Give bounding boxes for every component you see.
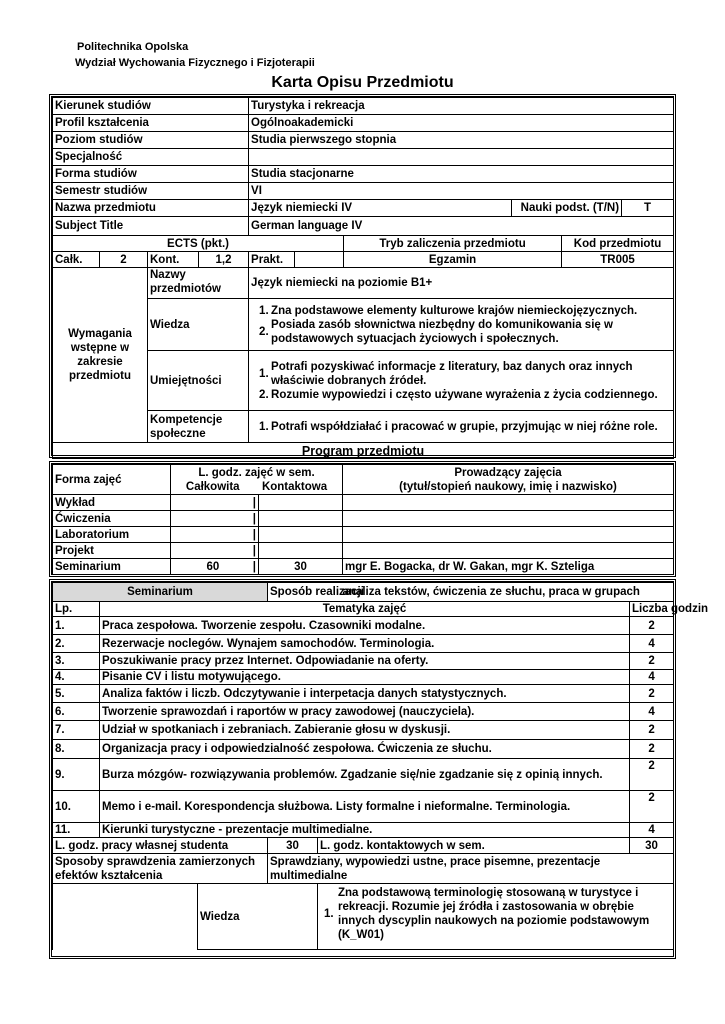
specjalnosc-value: [249, 149, 674, 166]
tryb-header: Tryb zaliczenia przedmiotu: [344, 236, 562, 252]
topic-row: 9. Burza mózgów- rozwiązywania problemów. Zgadzanie się/nie zgadzanie się z opinią innych. 2: [53, 759, 674, 791]
topic-row: 11. Kierunki turystyczne - prezentacje multimedialne. 4: [53, 823, 674, 838]
topic-row: 5. Analiza faktów i liczb. Odczytywanie i interpetacja danych statystycznych. 2: [53, 685, 674, 703]
umiejetnosci-item: 1. Potrafi pozyskiwać informacje z literatury, baz danych oraz innych właściwie dobranych źródeł.: [259, 360, 633, 387]
program-section: [49, 461, 676, 577]
kontaktowa-header: Kontaktowa: [261, 480, 328, 493]
seminar-section: [49, 579, 709, 959]
tematyka-header: Tematyka zajęć: [100, 602, 630, 617]
document-title: Karta Opisu Przedmiotu: [271, 74, 454, 91]
calkowita-header: Całkowita: [185, 480, 240, 493]
topic-row: 4. Pisanie CV i listu motywującego. 4: [53, 670, 674, 685]
nazwy-label: Nazwy przedmiotów: [148, 268, 249, 299]
subject-value: German language IV: [249, 217, 674, 236]
topic-row: 2. Rezerwacje noclegów. Wynajem samochodów. Terminologia. 4: [53, 635, 674, 653]
efekty-wiedza-label: Wiedza: [198, 884, 318, 950]
wlasnej-value: 30: [268, 838, 318, 854]
table-row: Seminarium 60 | 30 mgr E. Bogacka, dr W. Gakan, mgr K. Szteliga: [53, 559, 674, 575]
godz-header: L. godz. zajęć w sem. Całkowita Kontaktowa: [171, 465, 343, 495]
program-table: [52, 464, 674, 575]
profil-value: Ogólnoakademicki: [249, 115, 674, 132]
kompetencje-label: Kompetencje społeczne: [148, 411, 249, 443]
umiejetnosci-label: Umiejętności: [148, 351, 249, 411]
nazwy-value: Język niemiecki na poziomie B1+: [249, 268, 674, 299]
sposob-label: Sposób realizacji: [268, 583, 341, 602]
sposoby-value: Sprawdziany, wypowiedzi ustne, prace pisemne, prezentacje multimedialne: [268, 854, 674, 884]
faculty-name: Wydział Wychowania Fizycznego i Fizjoterapii: [75, 57, 315, 69]
topic-row: 10. Memo i e-mail. Korespondencja służbowa. Listy formalne i nieformalne. Terminologia. 2: [53, 791, 674, 823]
kod-header: Kod przedmiotu: [562, 236, 674, 252]
table-row: Ćwiczenia |: [53, 511, 674, 527]
table-row: Projekt |: [53, 543, 674, 559]
seminar-label: Seminarium: [53, 583, 268, 602]
prakt-label: Prakt.: [249, 252, 295, 268]
subject-label: Subject Title: [53, 217, 249, 236]
wlasnej-label: L. godz. pracy własnej studenta: [53, 838, 268, 854]
kompetencje-list: [249, 411, 674, 443]
sposob-value: analiza tekstów, ćwiczenia ze słuchu, praca w grupach: [341, 583, 674, 602]
nazwa-value: Język niemiecki IV: [249, 200, 512, 217]
table-row: Laboratorium |: [53, 527, 674, 543]
wymagania-label: Wymagania wstępne w zakresie przedmiotu: [53, 268, 148, 443]
kompetencje-item: 1. Potrafi współdziałać i pracować w grupie, przyjmując w niej różne role.: [259, 420, 658, 433]
poziom-label: Poziom studiów: [53, 132, 249, 149]
ects-header: ECTS (pkt.): [53, 236, 344, 252]
wiedza-item: 2. Posiada zasób słownictwa niezbędny do komunikowania się w podstawowych sytuacjach życiowych i społecznych.: [259, 318, 613, 345]
tryb-value: Egzamin: [344, 252, 562, 268]
calk-value: 2: [100, 252, 148, 268]
forma-header: Forma zajęć: [53, 465, 171, 495]
kierunek-label: Kierunek studiów: [53, 98, 249, 115]
kod-value: TR005: [562, 252, 674, 268]
forma-value: Studia stacjonarne: [249, 166, 674, 183]
info-table: [52, 97, 674, 459]
wiedza-list: [249, 299, 674, 351]
topic-row: 3. Poszukiwanie pracy przez Internet. Odpowiadanie na oferty. 2: [53, 653, 674, 670]
umiejetnosci-list: [249, 351, 674, 411]
nauki-value: T: [622, 200, 674, 217]
efekty-item: 1. Zna podstawową terminologię stosowaną w turystyce i rekreacji. Rozumie jej źródła i zastosowania w obrębie innych dyscyplin naukowych na poziomie podstawowym (K_W01): [324, 887, 650, 941]
kont-label: Kont.: [148, 252, 199, 268]
kierunek-value: Turystyka i rekreacja: [249, 98, 674, 115]
topic-row: 1. Praca zespołowa. Tworzenie zespołu. Czasowniki modalne. 2: [53, 617, 674, 635]
program-title: Program przedmiotu: [53, 443, 674, 459]
efekty-wiedza-list: [318, 884, 674, 950]
table-row: Wykład |: [53, 495, 674, 511]
efekty-blank: [53, 884, 198, 950]
kontakt-value: 30: [630, 838, 674, 854]
topic-row: 7. Udział w spotkaniach i zebraniach. Zabieranie głosu w dyskusji. 2: [53, 721, 674, 740]
semestr-label: Semestr studiów: [53, 183, 249, 200]
specjalnosc-label: Specjalność: [53, 149, 249, 166]
nauki-label: Nauki podst. (T/N): [512, 200, 622, 217]
sposoby-label: Sposoby sprawdzenia zamierzonych efektów kształcenia: [53, 854, 268, 884]
seminar-table: [52, 582, 709, 950]
kontakt-label: L. godz. kontaktowych w sem.: [318, 838, 630, 854]
umiejetnosci-item: 2. Rozumie wypowiedzi i często używane wyrażenia z życia codziennego.: [259, 388, 658, 401]
topic-row: 6. Tworzenie sprawozdań i raportów w pracy zawodowej (nauczyciela). 4: [53, 703, 674, 721]
liczba-header: Liczba godzin: [630, 602, 674, 617]
nazwa-label: Nazwa przedmiotu: [53, 200, 249, 217]
profil-label: Profil kształcenia: [53, 115, 249, 132]
info-section: [49, 94, 676, 458]
prowadzacy-header: Prowadzący zajęcia (tytuł/stopień naukowy, imię i nazwisko): [343, 465, 674, 495]
wiedza-item: 1. Zna podstawowe elementy kulturowe krajów niemieckojęzycznych.: [259, 304, 638, 317]
forma-label: Forma studiów: [53, 166, 249, 183]
calk-label: Całk.: [53, 252, 100, 268]
semestr-value: VI: [249, 183, 674, 200]
wiedza-label: Wiedza: [148, 299, 249, 351]
topic-row: 8. Organizacja pracy i odpowiedzialność zespołowa. Ćwiczenia ze słuchu. 2: [53, 740, 674, 759]
kont-value: 1,2: [199, 252, 249, 268]
prakt-value: [295, 252, 344, 268]
lp-header: Lp.: [53, 602, 100, 617]
poziom-value: Studia pierwszego stopnia: [249, 132, 674, 149]
university-name: Politechnika Opolska: [77, 41, 189, 53]
